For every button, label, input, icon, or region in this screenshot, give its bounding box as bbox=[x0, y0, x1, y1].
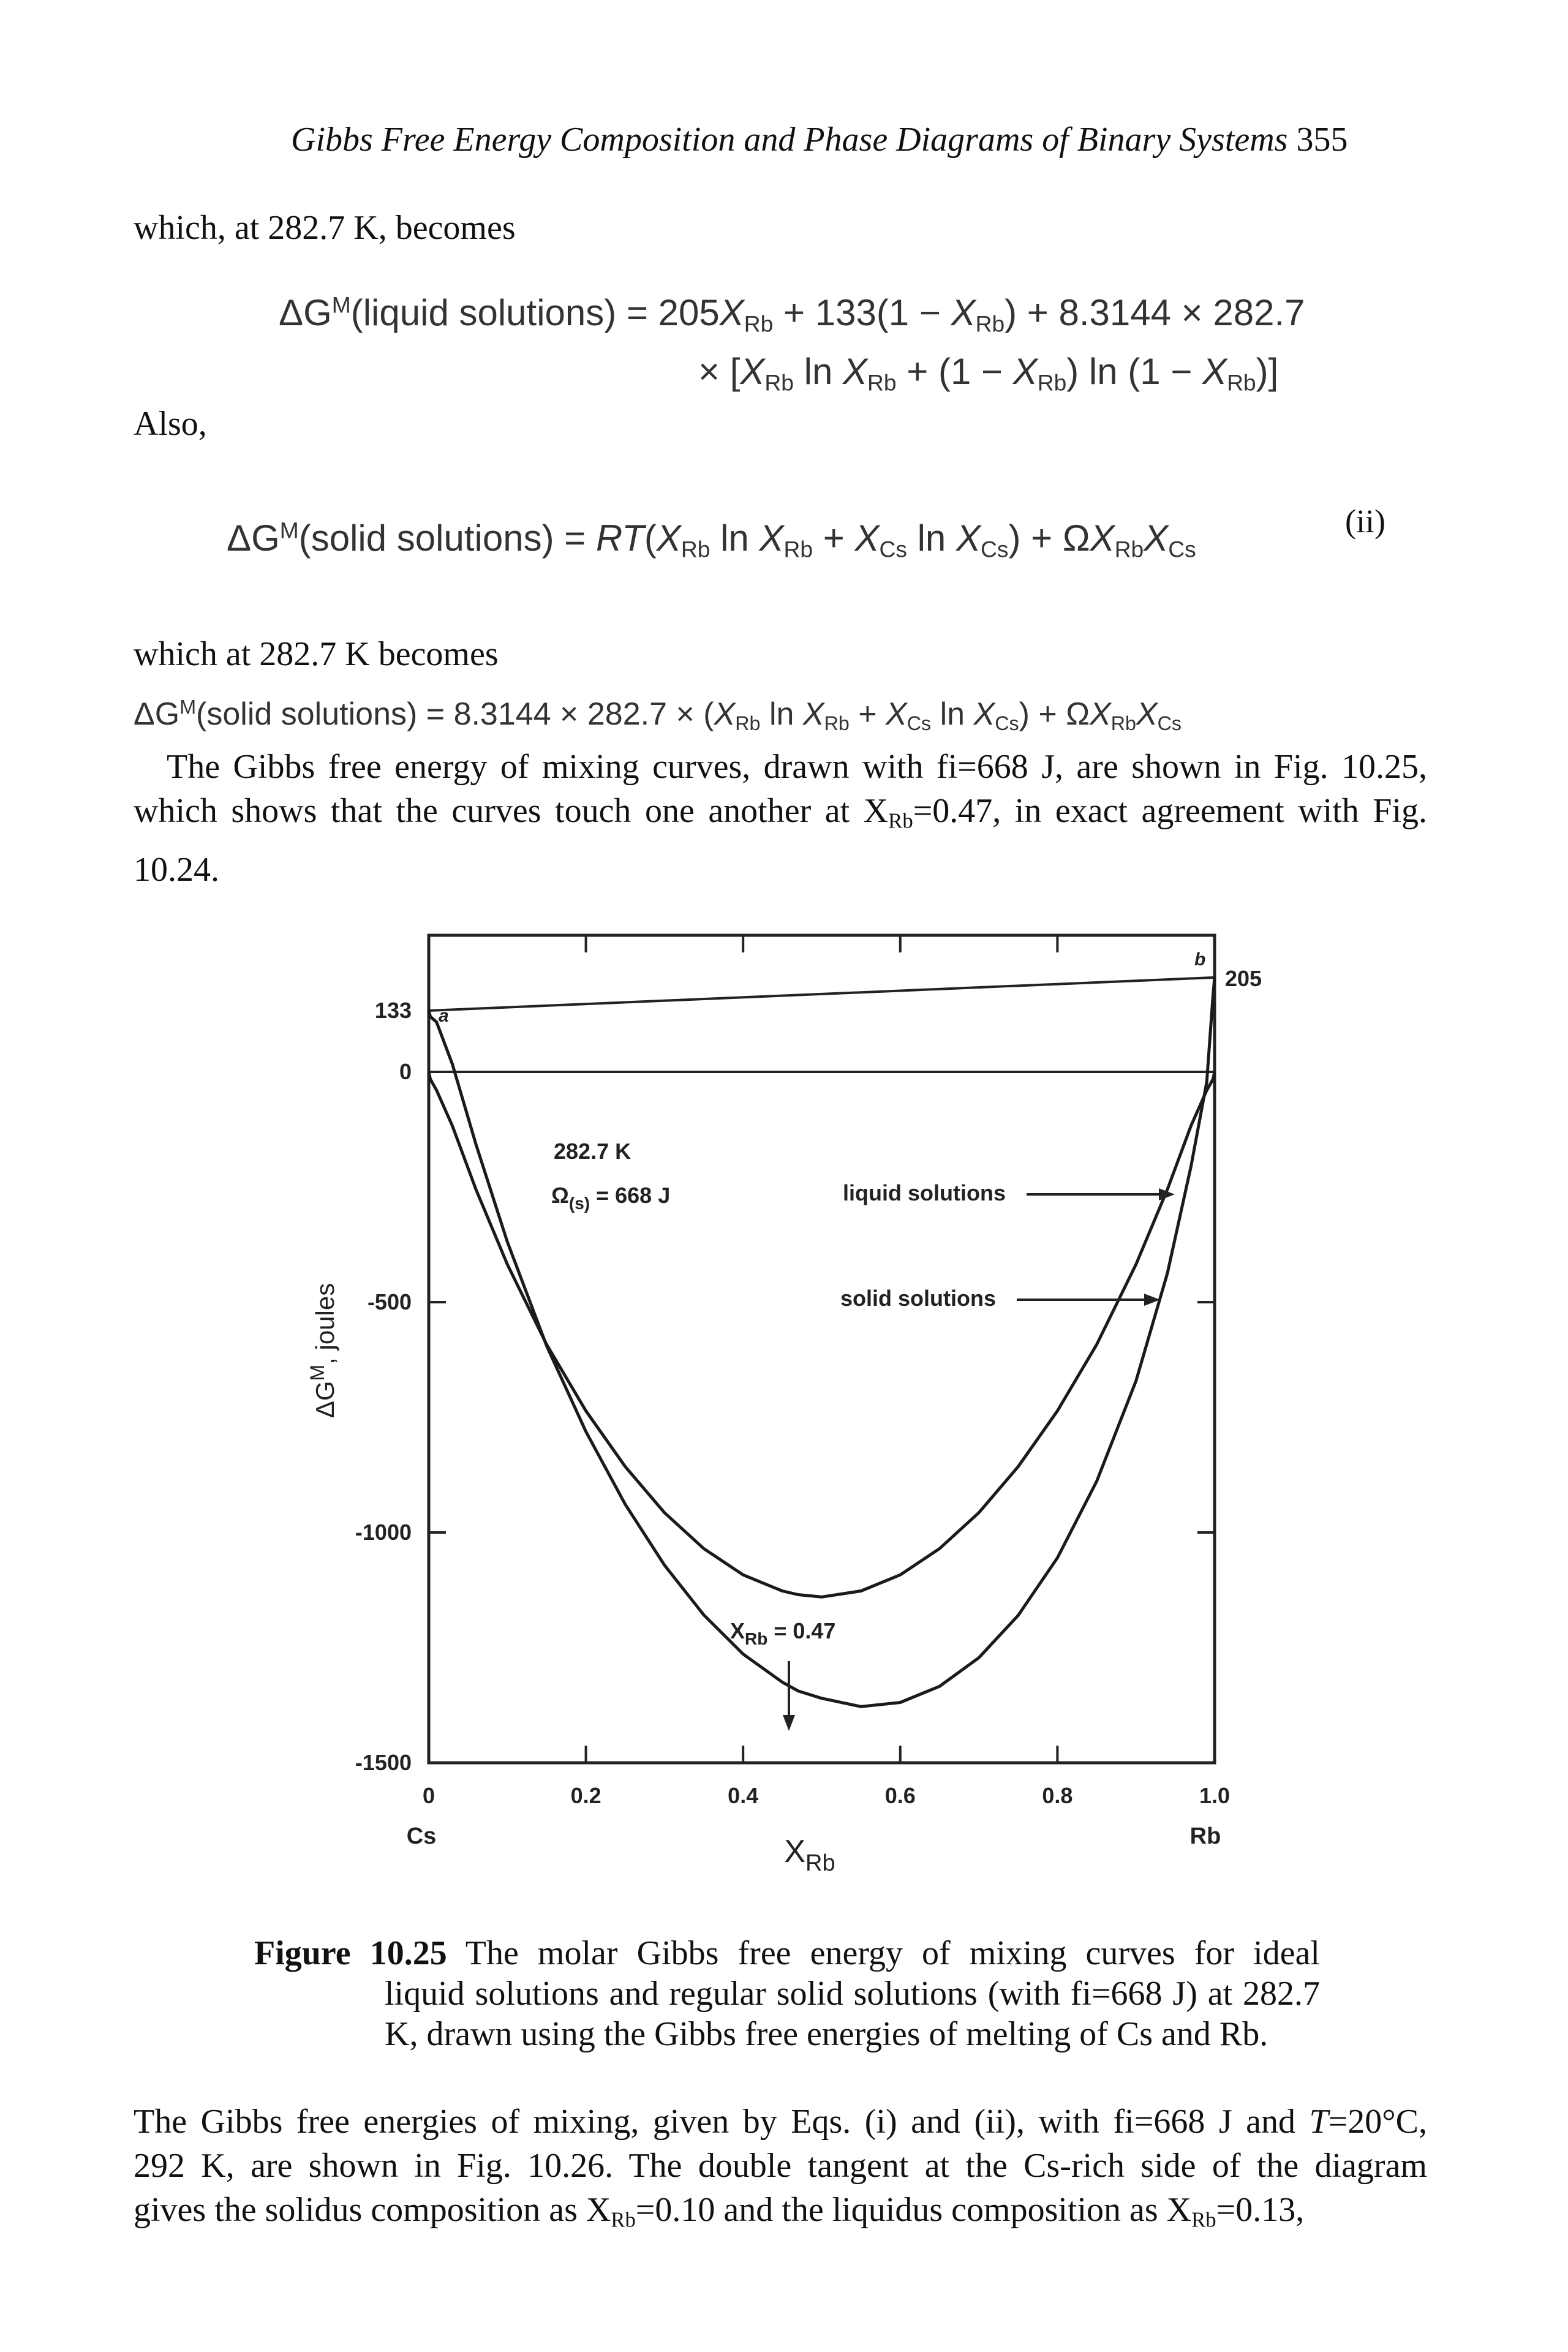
tangent-label-sub: Rb bbox=[745, 1629, 768, 1648]
y-axis-label: $\Delta G^M$, joules bbox=[306, 1283, 339, 1419]
paragraph-3-line2: which shows that the curves touch one another at $X_{Rb}=0.47$, in exact agreement with Fig. bbox=[134, 792, 1428, 833]
reference-line-ab bbox=[429, 978, 1215, 1011]
equation-number-ii: (ii) bbox=[1345, 503, 1385, 540]
paragraph-4-line1: The Gibbs free energies of mixing, given by Eqs. (i) and (ii), with fi=668 J and T=20°C, bbox=[134, 2103, 1427, 2141]
curves bbox=[429, 978, 1215, 1707]
tangent-arrow-head bbox=[783, 1715, 795, 1731]
x-tick-label: 0.6 bbox=[884, 1783, 916, 1808]
paragraph-4-line3: gives the solidus composition as $X_{Rb}=0.10$ and the liquidus composition as $X_{Rb}=0.13$, bbox=[134, 2191, 1305, 2232]
omega-sub: (s) bbox=[568, 1194, 590, 1213]
paragraph-also: Also, bbox=[134, 405, 207, 443]
solid-solutions-curve bbox=[429, 1072, 1215, 1597]
solid-label: solid solutions bbox=[840, 1286, 997, 1311]
figure-caption-line1: Figure 10.25 The molar Gibbs free energy of mixing curves for ideal bbox=[254, 1934, 1320, 1972]
x-axis-label: $X_{Rb}$ bbox=[784, 1834, 835, 1876]
equation-liquid-line2: × [$X_{Rb}$ $\ln X_{Rb} + (1 - X_{Rb})$ $\ln (1 - X_{Rb})$] bbox=[698, 351, 1279, 396]
equation-solid-282: $\Delta G^M(solid$ solutions) = $8.3144 \times 282.7 \times (X_{Rb}$ $\ln X_{Rb} + X_{Cs}$ $\ln X_{Cs}) + \Omega X_{Rb}X_{Cs}$ bbox=[134, 696, 1182, 735]
y-axis-label-sup: M bbox=[306, 1364, 328, 1381]
figure-caption-line2: liquid solutions and regular solid solutions (with fi=668 J) at 282.7 bbox=[385, 1975, 1320, 2013]
omega-value: = 668 J bbox=[590, 1183, 671, 1208]
y-tick-label: 0 bbox=[399, 1059, 412, 1084]
tangent-label: $X_{Rb} = 0.47$ bbox=[730, 1618, 836, 1648]
paragraph-4-line2: 292 K, are shown in Fig. 10.26. The double tangent at the Cs-rich side of the diagram bbox=[134, 2147, 1427, 2185]
x-end-label-rb: Rb bbox=[1189, 1823, 1221, 1849]
y-axis-label-rest: , joules bbox=[311, 1283, 339, 1365]
paragraph-2: which at 282.7 K becomes bbox=[134, 635, 499, 673]
x-axis-label-sub: Rb bbox=[805, 1850, 835, 1876]
y-tick-label: -1500 bbox=[355, 1750, 412, 1775]
liquid-label: liquid solutions bbox=[843, 1180, 1006, 1205]
paragraph-3-line1: The Gibbs free energy of mixing curves, drawn with fi=668 J, are shown in Fig. 10.25, bbox=[167, 748, 1427, 786]
equation-solid: $\Delta G^M(solid$ solutions) = $RT(X_{Rb}$ $\ln X_{Rb} + X_{Cs}$ $\ln X_{Cs}) + \Omega X_{Rb}X_{Cs}$ bbox=[227, 517, 1196, 562]
x-tick-label: 0 bbox=[422, 1783, 435, 1808]
point-a-label: a bbox=[439, 1006, 449, 1026]
value-205-label: 205 bbox=[1225, 966, 1262, 991]
tangent-label-value: = 0.47 bbox=[767, 1618, 836, 1643]
header-title: Gibbs Free Energy Composition and Phase Diagrams of Binary Systems bbox=[291, 121, 1288, 159]
y-tick-label: -500 bbox=[367, 1289, 412, 1314]
paragraph-3-line3: 10.24. bbox=[134, 851, 219, 889]
equation-liquid-line1: $\Delta G^M(liquid$ solutions) = $205X_{Rb} + 133(1 - X_{Rb}) + 8.3144 \times 282.7$ bbox=[279, 292, 1305, 337]
x-tick-label: 0.8 bbox=[1042, 1783, 1073, 1808]
figure-caption-line3: K, drawn using the Gibbs free energies of melting of Cs and Rb. bbox=[385, 2015, 1268, 2053]
chart-labels bbox=[306, 949, 1262, 1876]
page-number: 355 bbox=[1296, 121, 1348, 159]
caption-label: Figure 10.25 bbox=[254, 1934, 447, 1972]
x-tick-label: 1.0 bbox=[1199, 1783, 1231, 1808]
axis-ticks bbox=[355, 935, 1230, 1808]
point-b-label: b bbox=[1194, 949, 1206, 970]
paragraph-1: which, at 282.7 K, becomes bbox=[134, 209, 516, 247]
temperature-label: 282.7 K bbox=[554, 1139, 631, 1164]
y-tick-label: 133 bbox=[374, 997, 412, 1023]
omega-label: $\Omega_{(s)} = 668$ J bbox=[551, 1183, 671, 1213]
x-tick-label: 0.2 bbox=[570, 1783, 601, 1808]
x-tick-label: 0.4 bbox=[728, 1783, 759, 1808]
x-end-label-cs: Cs bbox=[406, 1823, 437, 1849]
y-tick-label: -1000 bbox=[355, 1520, 412, 1545]
